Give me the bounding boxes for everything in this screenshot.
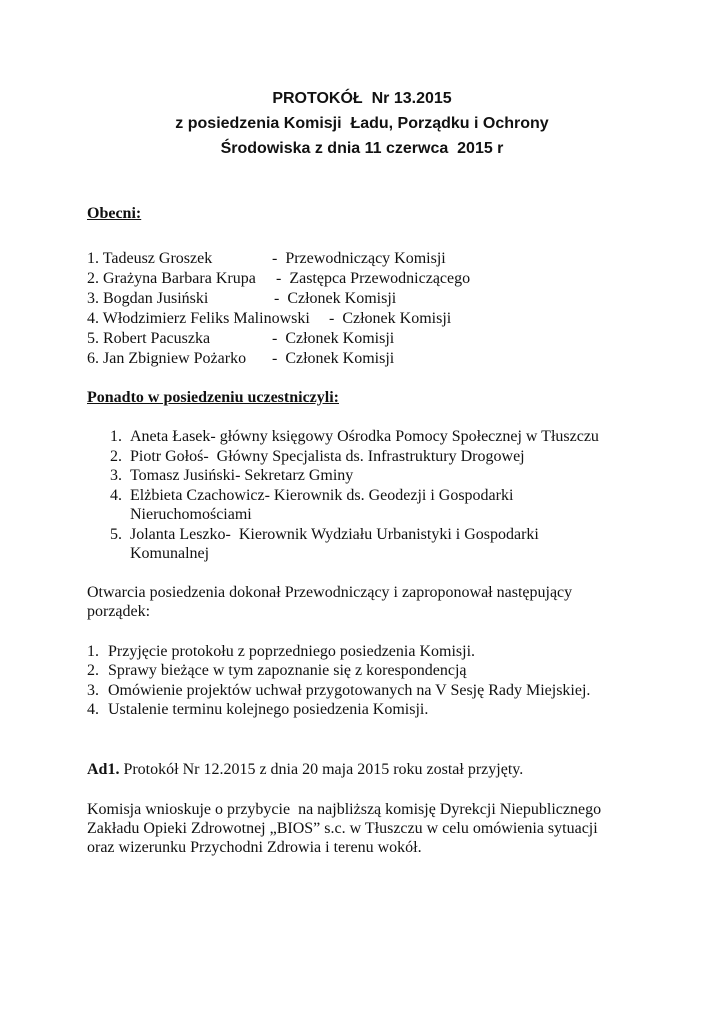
present-heading: Obecni: [87, 205, 142, 222]
ad1-text: Protokół Nr 12.2015 z dnia 20 maja 2015 roku został przyjęty. [119, 761, 524, 778]
agenda-number: 3. [87, 682, 99, 699]
participant-text: Elżbieta Czachowicz- Kierownik ds. Geodezji i Gospodarki [130, 487, 514, 504]
participants-heading: Ponadto w posiedzeniu uczestniczyli: [87, 389, 339, 406]
member-name: 3. Bogdan Jusiński [87, 290, 209, 307]
agenda-number: 1. [87, 643, 99, 660]
member-role: - Członek Komisji [272, 350, 395, 367]
commission-text-line-1: Komisja wnioskuje o przybycie na najbliższą komisję Dyrekcji Niepublicznego [87, 801, 602, 818]
member-role: - Przewodniczący Komisji [272, 250, 446, 267]
participant-text: Piotr Gołoś- Główny Specjalista ds. Infrastruktury Drogowej [130, 448, 525, 465]
agenda-number: 4. [87, 701, 99, 718]
commission-text-line-2: Zakładu Opieki Zdrowotnej „BIOS” s.c. w Tłuszczu w celu omówienia sytuacji [87, 820, 598, 837]
member-role: - Zastępca Przewodniczącego [276, 270, 471, 287]
opening-text-line-1: Otwarcia posiedzenia dokonał Przewodniczący i zaproponował następujący [87, 584, 573, 601]
ad1-paragraph [87, 760, 523, 780]
title-line-2: z posiedzenia Komisji Ładu, Porządku i Ochrony [175, 115, 549, 132]
participant-number: 2. [110, 448, 122, 465]
participant-text: Tomasz Jusiński- Sekretarz Gminy [130, 467, 354, 484]
document-title [0, 86, 724, 161]
agenda-number: 2. [87, 662, 99, 679]
participant-text-continued: Komunalnej [130, 545, 210, 562]
participant-text: Aneta Łasek- główny księgowy Ośrodka Pomocy Społecznej w Tłuszczu [130, 428, 599, 445]
member-name: 4. Włodzimierz Feliks Malinowski [87, 310, 310, 327]
agenda-item: Przyjęcie protokołu z poprzedniego posiedzenia Komisji. [108, 643, 476, 660]
member-role: - Członek Komisji [329, 310, 452, 327]
opening-text-line-2: porządek: [87, 603, 151, 620]
agenda-item: Ustalenie terminu kolejnego posiedzenia Komisji. [108, 701, 429, 718]
title-line-3: Środowiska z dnia 11 czerwca 2015 r [220, 140, 504, 157]
member-role: - Członek Komisji [274, 290, 397, 307]
title-line-1: PROTOKÓŁ Nr 13.2015 [272, 90, 452, 107]
participant-number: 5. [110, 526, 122, 543]
participant-number: 1. [110, 428, 122, 445]
agenda-item: Sprawy bieżące w tym zapoznanie się z korespondencją [108, 662, 467, 679]
participant-number: 3. [110, 467, 122, 484]
member-name: 6. Jan Zbigniew Pożarko [87, 350, 247, 367]
member-role: - Członek Komisji [272, 330, 395, 347]
member-name: 1. Tadeusz Groszek [87, 250, 213, 267]
agenda-item: Omówienie projektów uchwał przygotowanych na V Sesję Rady Miejskiej. [108, 682, 591, 699]
participant-text-continued: Nieruchomościami [130, 506, 252, 523]
member-name: 2. Grażyna Barbara Krupa [87, 270, 256, 287]
participant-text: Jolanta Leszko- Kierownik Wydziału Urbanistyki i Gospodarki [130, 526, 539, 543]
participant-number: 4. [110, 487, 122, 504]
ad1-label: Ad1. [87, 761, 120, 778]
member-name: 5. Robert Pacuszka [87, 330, 211, 347]
commission-text-line-3: oraz wizerunku Przychodni Zdrowia i terenu wokół. [87, 839, 422, 856]
